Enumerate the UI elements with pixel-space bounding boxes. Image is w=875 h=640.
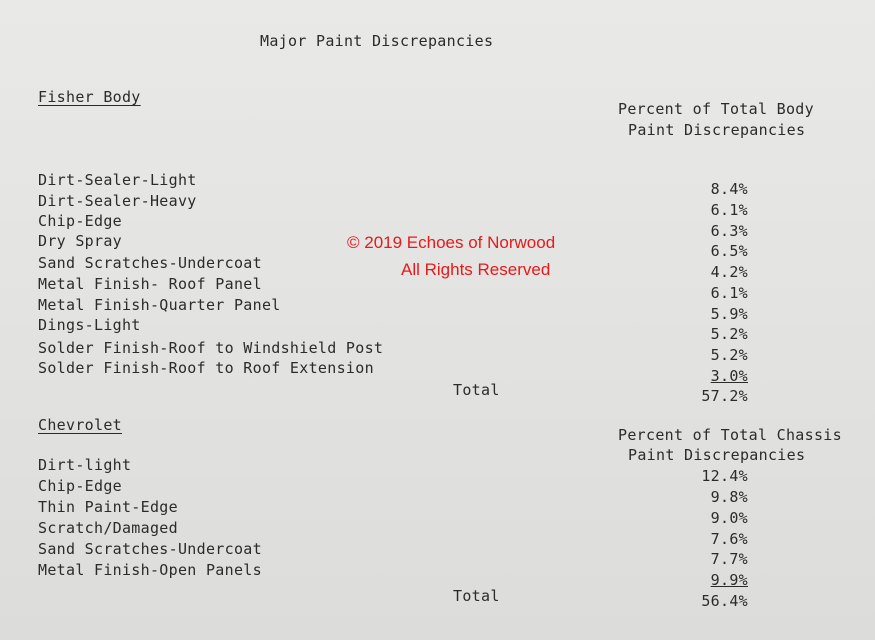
item-value: 6.1% [710,201,748,219]
item-value: 12.4% [701,467,748,485]
item-value: 5.9% [710,305,748,323]
copyright-watermark-line1: © 2019 Echoes of Norwood [347,233,556,252]
list-item: Solder Finish-Roof to Roof Extension [38,359,374,377]
list-item: Metal Finish-Quarter Panel [38,296,281,314]
total-value: 56.4% [701,592,748,610]
list-item: Metal Finish- Roof Panel [38,275,262,293]
item-value: 7.6% [710,530,748,548]
item-value: 7.7% [710,550,748,568]
item-value: 5.2% [710,325,748,343]
section-heading-fisher-body: Fisher Body [38,88,141,106]
total-label: Total [453,587,500,605]
copyright-watermark-line2: All Rights Reserved [401,260,551,279]
total-label: Total [453,381,500,399]
list-item: Sand Scratches-Undercoat [38,254,262,272]
list-item: Scratch/Damaged [38,519,178,537]
item-value: 5.2% [710,346,748,364]
item-value: 9.0% [710,509,748,527]
item-value: 6.3% [710,222,748,240]
item-value: 4.2% [710,263,748,281]
column-header-chassis-line1: Percent of Total Chassis [618,426,842,444]
list-item: Sand Scratches-Undercoat [38,540,262,558]
list-item: Dry Spray [38,232,122,250]
list-item: Solder Finish-Roof to Windshield Post [38,339,384,357]
column-header-body-line2: Paint Discrepancies [628,121,806,139]
list-item: Chip-Edge [38,477,122,495]
list-item: Dirt-Sealer-Heavy [38,192,197,210]
item-value: 9.9% [710,571,748,589]
list-item: Metal Finish-Open Panels [38,561,262,579]
total-value: 57.2% [701,387,748,405]
item-value: 6.5% [710,242,748,260]
item-value: 6.1% [710,284,748,302]
item-value: 8.4% [710,180,748,198]
item-value: 9.8% [710,488,748,506]
item-value: 3.0% [710,367,748,385]
list-item: Dings-Light [38,316,141,334]
list-item: Dirt-Sealer-Light [38,171,197,189]
list-item: Thin Paint-Edge [38,498,178,516]
section-heading-chevrolet: Chevrolet [38,416,122,434]
list-item: Chip-Edge [38,212,122,230]
column-header-body-line1: Percent of Total Body [618,100,814,118]
column-header-chassis-line2: Paint Discrepancies [628,446,806,464]
document-title: Major Paint Discrepancies [260,32,494,50]
list-item: Dirt-light [38,456,132,474]
